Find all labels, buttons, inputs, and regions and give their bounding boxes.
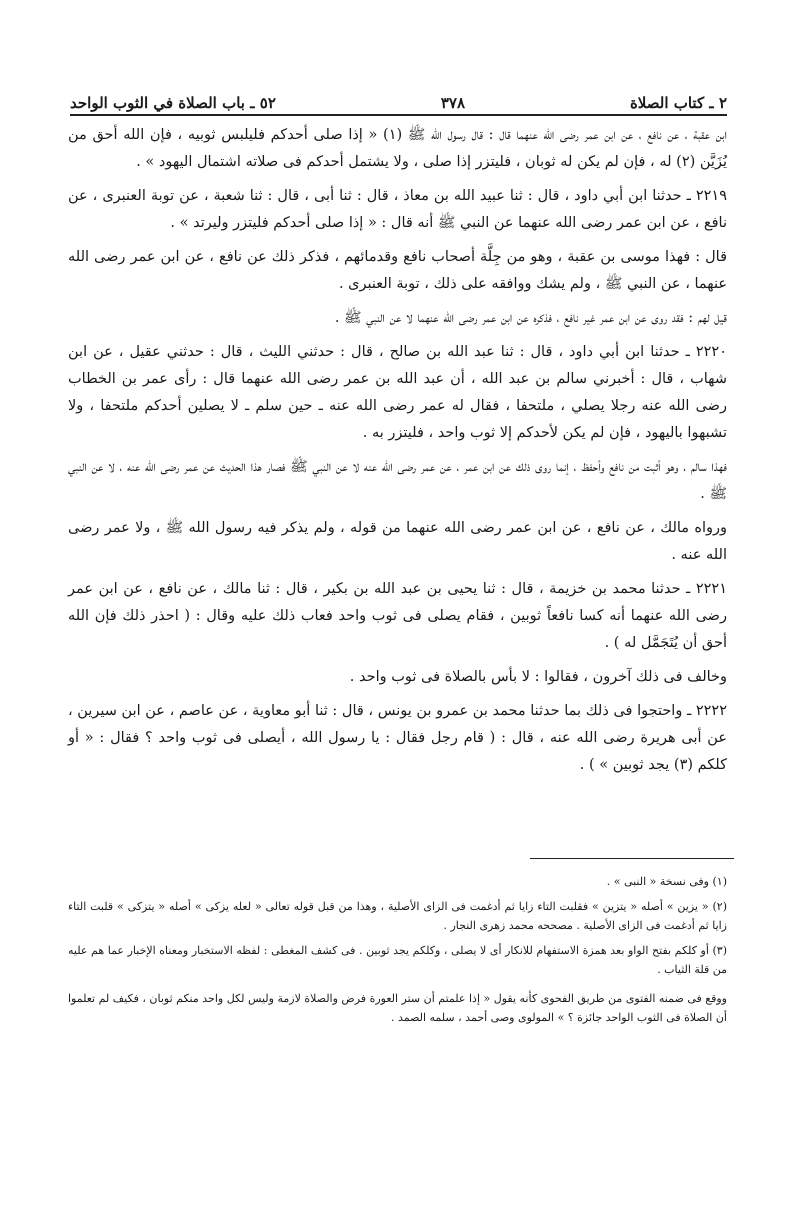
hadith-2222: ٢٢٢٢ ـ واحتجوا فى ذلك بما حدثنا محمد بن عمرو بن يونس ، قال : ثنا أبو معاوية ، عن عاصم ، عن ابن سيرين ، عن أبى هريرة رضى الله عنه ، قال : ( قام رجل فقال : يا رسول الله ، أيصلى فى ثوب واحد ؟ فقال : « أو كلكم (٣) يجد ثوبين » ) .	[68, 703, 727, 773]
footnote-continuation: ووقع فى ضمنه الفتوى من طريق الفحوى كأنه يقول « إذا علمتم أن ستر العورة فرض والصلاة لازمة وليس لكل واحد منكم ثوبان ، فكيف لم تعلموا أن الصلاة فى الثوب الواحد جائزة ؟ » المولوى وصى أحمد ، سلمه الصمد .	[68, 992, 727, 1024]
header-divider	[70, 114, 727, 116]
hadith-2220: ٢٢٢٠ ـ حدثنا ابن أبي داود ، قال : ثنا عبد الله بن صالح ، قال : حدثني الليث ، قال : حدثني عقيل ، عن ابن شهاب ، قال : أخبرني سالم بن عبد الله ، أن عبد الله بن عمر رضى الله عنهما قال : رأى عمر بن الخطاب رضى الله عنه رجلا يصلي ، ملتحفا ، فقال له عمر رضى الله عنه ـ حين سلم ـ لا يصلين أحدكم ملتحفا ، ولا تشبهوا باليهود ، فإن لم يكن لأحدكم إلا ثوب واحد ، فليتزر به .	[68, 344, 727, 441]
hadith-2219: ٢٢١٩ ـ حدثنا ابن أبي داود ، قال : ثنا عبيد الله بن معاذ ، قال : ثنا أبى ، قال : ثنا شعبة ، عن توبة العنبرى ، عن نافع ، عن ابن عمر رضى الله عنهما عن النبي ﷺ أنه قال : « إذا صلى أحدكم فليتزر وليرتد » .	[68, 188, 727, 231]
hadith-2221: ٢٢٢١ ـ حدثنا محمد بن خزيمة ، قال : ثنا يحيى بن عبد الله بن بكير ، قال : ثنا مالك ، عن نافع ، عن ابن عمر رضى الله عنهما أنه كسا نافعاً ثوبين ، فقام يصلى فى ثوب واحد فعاب ذلك عليه وقال : ( احذر ذلك فإن الله أحق أن يُتَجَمَّل له ) .	[68, 581, 727, 651]
paragraph: وخالف فى ذلك آخرون ، فقالوا : لا بأس بالصلاة فى ثوب واحد .	[349, 669, 727, 685]
footnote-2: (٢) « يزين » أصله « يتزين » فقلبت التاء زايا ثم أدغمت فى الزاى الأصلية ، وهذا من قبل قوله تعالى « لعله يزكى » أصله « يتزكى » قلبت التاء زايا ثم أدغمت فى الزاى الأصلية . مصححه محمد زهرى النجار .	[68, 900, 727, 932]
footnote-3: (٣) أو كلكم بفتح الواو بعد همزة الاستفهام للانكار أى لا يصلى ، وكلكم يجد ثوبين . فى كشف المغطى : لفظه الاستخبار ومعناه الإخبار عما هم عليه من قلة الثياب .	[68, 944, 727, 976]
running-header	[70, 82, 727, 112]
header-chapter-title: ٢ ـ كتاب الصلاة	[629, 94, 727, 112]
paragraph: قال : فهذا موسى بن عقبة ، وهو من جِلَّة أصحاب نافع وقدمائهم ، فذكر ذلك عن نافع ، عن ابن عمر رضى الله عنهما ، عن النبي ﷺ ، ولم يشك ووافقه على ذلك ، توبة العنبرى .	[68, 249, 727, 292]
footnotes	[68, 872, 727, 1033]
footnote-divider	[530, 858, 734, 859]
paragraph: فهذا سالم ، وهو أثبت من نافع وأحفظ ، إنما روى ذلك عن ابن عمر ، عن عمر رضى الله عنه لا عن النبي ﷺ فصار هذا الحديث عن عمر رضى الله عنه ، لا عن النبي ﷺ .	[68, 459, 727, 502]
paragraph: قيل لهم : فقد روى عن ابن عمر غير نافع ، فذكره عن ابن عمر رضى الله عنهما لا عن النبي ﷺ .	[334, 310, 727, 326]
paragraph: ابن عقبة ، عن نافع ، عن ابن عمر رضى الله عنهما قال : قال رسول الله ﷺ (١) « إذا صلى أحدكم فليلبس ثوبيه ، فإن الله أحق من يُزَيَّن (٢) له ، فإن لم يكن له ثوبان ، فليتزر إذا صلى ، ولا يشتمل أحدكم فى صلاته اشتمال اليهود » .	[68, 127, 727, 170]
footnote-1: (١) وفى نسخة « النبى » .	[606, 875, 727, 888]
header-section-title: ٥٢ ـ باب الصلاة في الثوب الواحد	[70, 94, 276, 112]
paragraph: ورواه مالك ، عن نافع ، عن ابن عمر رضى الله عنهما من قوله ، ولم يذكر فيه رسول الله ﷺ ، ولا عمر رضى الله عنه .	[68, 520, 727, 563]
page-number: ٣٧٨	[440, 94, 466, 112]
main-text	[68, 122, 727, 786]
